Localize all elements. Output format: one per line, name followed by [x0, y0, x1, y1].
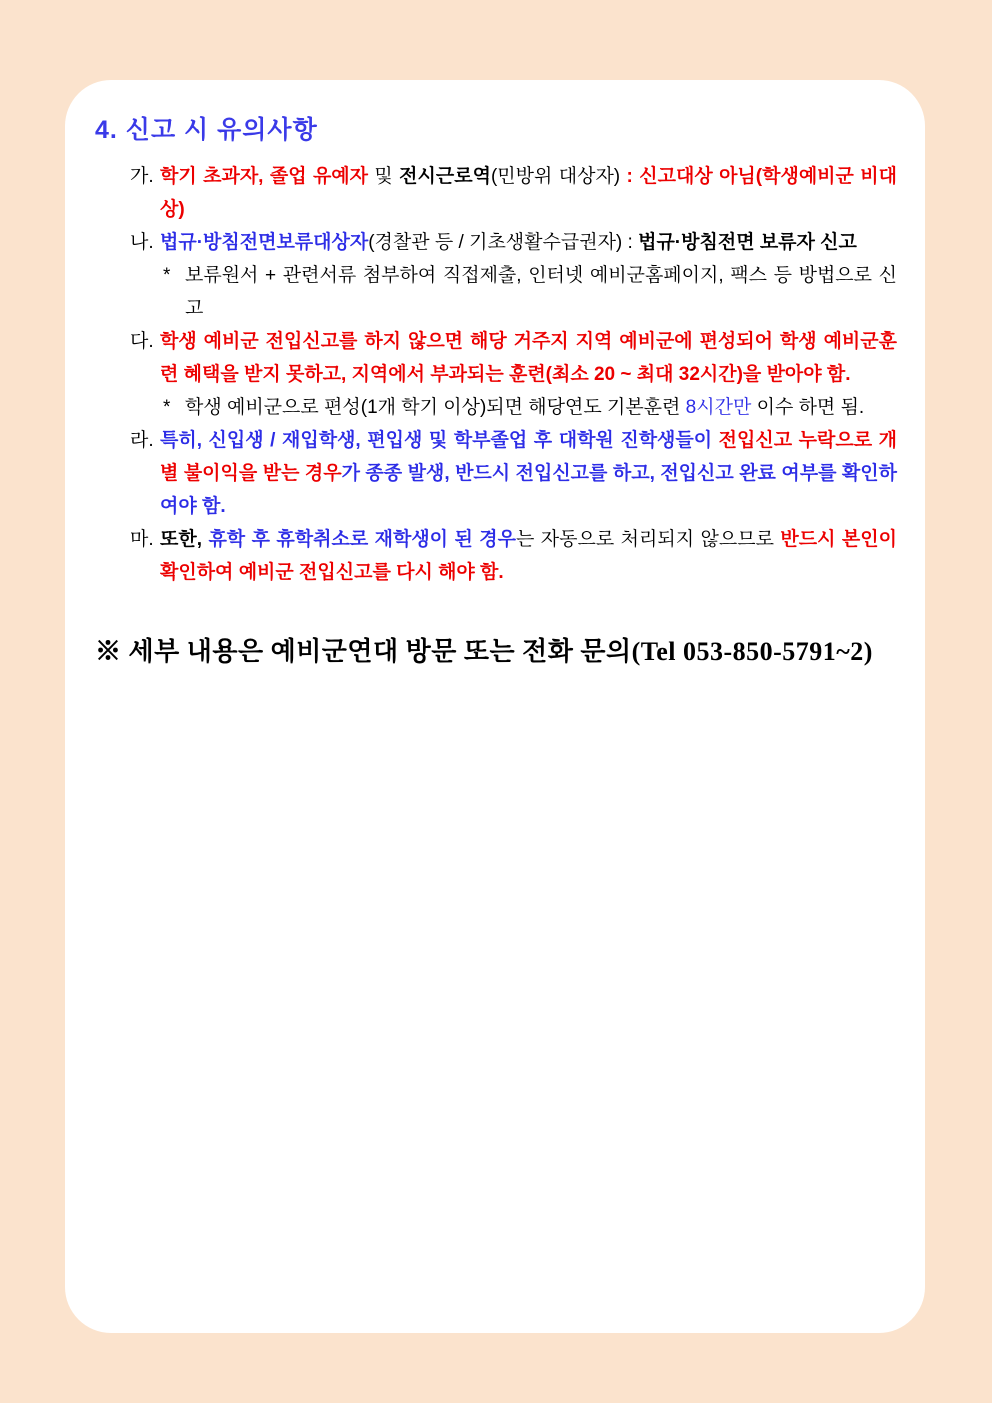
- text-run: (민방위 대상자): [490, 166, 621, 187]
- text-run: 학기 초과자, 졸업 유예자: [160, 166, 369, 187]
- text-run: 는 자동으로 처리되지 않으므로: [516, 529, 781, 550]
- item-label: 가.: [130, 166, 154, 187]
- text-run: 8시간만: [685, 397, 752, 418]
- item-label: 마.: [130, 529, 154, 550]
- text-run: 법규·방침전면 보류자 신고: [638, 232, 857, 253]
- notice-subitem: [95, 391, 897, 424]
- text-run: 신고대상 아님(학생예비군 비대상): [160, 166, 897, 220]
- item-text: [160, 226, 897, 259]
- text-run: 반드시 본인이 확인하여 예비군 전입신고를 다시 해야 함.: [160, 529, 897, 583]
- text-run: 휴학 후 휴학취소로 재학생이 된 경우: [208, 529, 516, 550]
- item-text: [160, 424, 897, 523]
- notice-item: [95, 523, 897, 589]
- text-run: 전시근로역: [399, 166, 491, 187]
- item-text: [160, 523, 897, 589]
- item-label: 다.: [130, 331, 154, 352]
- text-run: 가 종종 발생, 반드시 전입신고를 하고, 전입신고 완료 여부를 확인하여야 함.: [160, 463, 897, 517]
- notice-item: [95, 226, 897, 259]
- notice-list: [95, 160, 897, 589]
- subitem-text: [185, 259, 897, 325]
- notice-item: [95, 325, 897, 391]
- item-text: [160, 325, 897, 391]
- text-run: 및: [368, 166, 400, 187]
- notice-subitem: [95, 259, 897, 325]
- notice-item: [95, 160, 897, 226]
- contact-note: ※ 세부 내용은 예비군연대 방문 또는 전화 문의(Tel 053-850-5791~2): [95, 637, 873, 666]
- text-run: 보류원서 + 관련서류 첨부하여 직접제출, 인터넷 예비군홈페이지, 팩스 등 방법으로 신고: [185, 265, 897, 319]
- subitem-text: [185, 391, 897, 424]
- text-run: 전입신고 누락으로 개별 불이익을 받는 경우: [160, 430, 897, 484]
- asterisk-bullet: *: [163, 265, 171, 286]
- item-label: 나.: [130, 232, 154, 253]
- document-card: [65, 80, 925, 1333]
- text-run: 특히, 신입생 / 재입학생, 편입생 및 학부졸업 후 대학원 진학생들이: [160, 430, 719, 451]
- text-run: 또한,: [160, 529, 209, 550]
- text-run: 법규·방침전면보류대상자: [160, 232, 369, 253]
- text-run: 학생 예비군으로 편성(1개 학기 이상)되면 해당연도 기본훈련: [185, 397, 686, 418]
- text-run: 이수 하면 됨.: [751, 397, 865, 418]
- asterisk-bullet: *: [163, 397, 171, 418]
- text-run: :: [620, 166, 640, 187]
- item-text: [160, 160, 897, 226]
- notice-item: [95, 424, 897, 523]
- section-title: 4. 신고 시 유의사항: [95, 116, 318, 144]
- text-run: 학생 예비군 전입신고를 하지 않으면 해당 거주지 지역 예비군에 편성되어 학생 예비군훈련 혜택을 받지 못하고, 지역에서 부과되는 훈련(최소 20 ~ 최대 32시간)을 받아야 함.: [160, 331, 897, 385]
- item-label: 라.: [130, 430, 154, 451]
- text-run: (경찰관 등 / 기초생활수급권자) :: [368, 232, 639, 253]
